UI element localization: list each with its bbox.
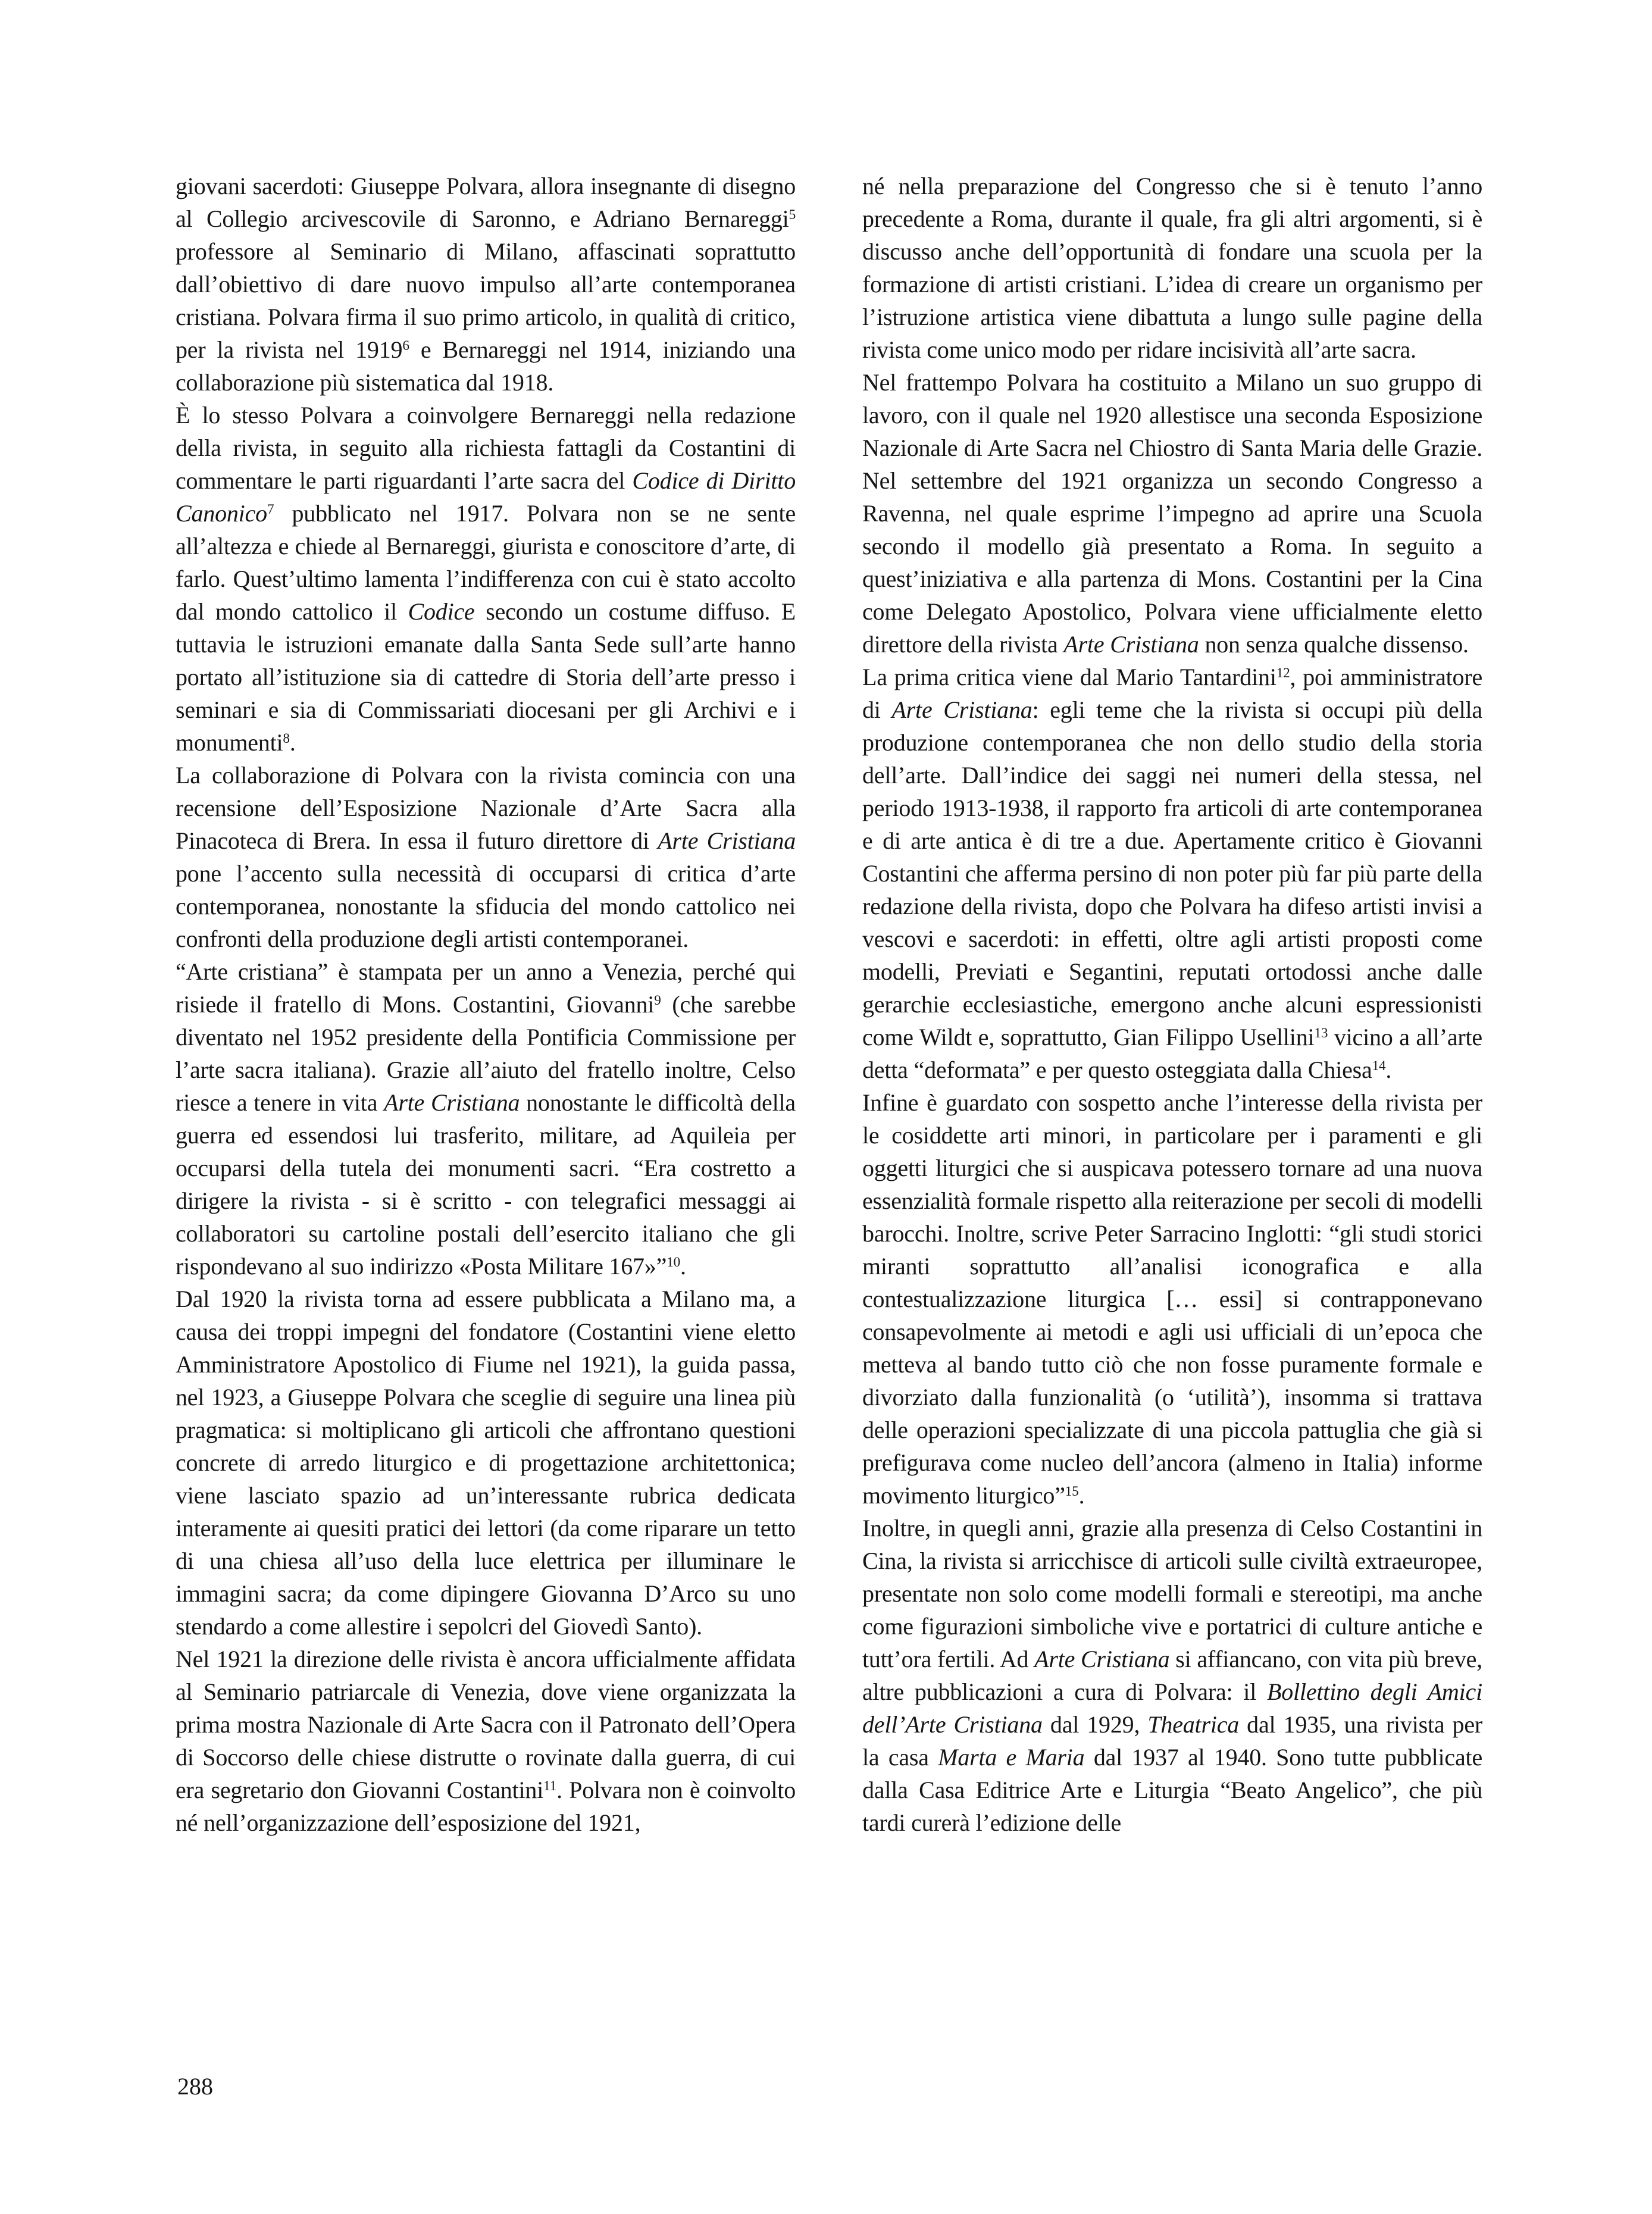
footnote-ref: 9 xyxy=(654,993,661,1009)
paragraph xyxy=(862,661,1482,1086)
column-left xyxy=(176,170,796,1839)
page-number: 288 xyxy=(177,2073,213,2100)
footnote-ref: 11 xyxy=(543,1778,557,1794)
text-run: secondo un costume diffuso. E tuttavia le istruzioni emanate dalla Santa Sede sull’arte hanno portato all’istituzione sia di cattedre di Storia dell’arte presso i seminari e sia di Commissariati diocesani per gli Archivi e i monumenti xyxy=(176,598,796,756)
text-run: . xyxy=(680,1253,686,1280)
footnote-ref: 14 xyxy=(1372,1058,1386,1074)
italic-text: Arte Cristiana xyxy=(384,1089,520,1116)
italic-text: Codice di Diritto Canonico xyxy=(176,467,796,527)
text-run: si affiancano, con vita più breve, altre pubblicazioni a cura di Polvara: il xyxy=(862,1646,1482,1705)
paragraph xyxy=(176,170,796,399)
text-run: Dal 1920 la rivista torna ad essere pubblicata a Milano ma, a causa dei troppi impegni del fondatore (Costantini viene eletto Amministratore Apostolico di Fiume nel 1921), la guida passa, nel 1923, a Giuseppe Polvara che sceglie di seguire una linea più pragmatica: si moltiplicano gli articoli che affrontano questioni concrete di arredo liturgico e di progettazione architettonica; viene lasciato spazio ad un’interessante rubrica dedicata interamente ai quesiti pratici dei lettori (da come riparare un tetto di una chiesa all’uso della luce elettrica per illuminare le immagini sacra; da come dipingere Giovanna D’Arco su uno stendardo a come allestire i sepolcri del Giovedì Santo). xyxy=(176,1286,796,1640)
text-run: , poi amministratore di xyxy=(862,664,1483,723)
text-run: . xyxy=(289,729,296,756)
paragraph xyxy=(176,1643,796,1839)
text-run: non senza qualche dissenso. xyxy=(1199,631,1469,658)
paragraph xyxy=(176,1283,796,1643)
footnote-ref: 6 xyxy=(402,338,409,354)
italic-text: Codice xyxy=(408,598,475,625)
italic-text: Marta e Maria xyxy=(938,1744,1085,1771)
text-run: : egli teme che la rivista si occupi più della produzione contemporanea che non dello studio della storia dell’arte. Dall’indice dei saggi nei numeri della stessa, nel periodo 1913-1938, il rapporto fra articoli di arte contemporanea e di arte antica è di tre a due. Apertamente critico è Giovanni Costantini che afferma persino di non poter più far più parte della redazione della rivista, dopo che Polvara ha difeso artisti invisi a vescovi e sacerdoti: in effetti, oltre agli artisti proposti come modelli, Previati e Segantini, reputati ortodossi anche dalle gerarchie ecclesiastiche, emergono anche alcuni espressionisti come Wildt e, soprattutto, Gian Filippo Usellini xyxy=(862,696,1482,1050)
footnote-ref: 13 xyxy=(1314,1025,1328,1042)
text-run: La prima critica viene dal Mario Tantardini xyxy=(862,664,1276,690)
text-run: . xyxy=(1385,1056,1392,1083)
paragraph xyxy=(176,955,796,1283)
italic-text: Bollettino degli Amici dell’Arte Cristiana xyxy=(862,1678,1483,1738)
text-run: nonostante le difficoltà della guerra ed essendosi lui trasferito, militare, ad Aquileia per occuparsi della tutela dei monumenti sacri. “Era costretto a dirigere la rivista - si è scritto - con telegrafici messaggi ai collaboratori su cartoline postali dell’esercito italiano che gli rispondevano al suo indirizzo «Posta Militare 167»” xyxy=(176,1089,796,1280)
text-run: pone l’accento sulla necessità di occuparsi di critica d’arte contemporanea, nonostante la sfiducia del mondo cattolico nei confronti della produzione degli artisti contemporanei. xyxy=(176,860,796,952)
paragraph xyxy=(176,759,796,955)
paragraph xyxy=(862,1086,1482,1512)
italic-text: Arte Cristiana xyxy=(891,696,1032,723)
text-run: . Polvara non è coinvolto né nell’organizzazione dell’esposizione del 1921, xyxy=(176,1777,796,1836)
footnote-ref: 5 xyxy=(789,207,796,223)
text-run: “Arte cristiana” è stampata per un anno a Venezia, perché qui risiede il fratello di Mons. Costantini, Giovanni xyxy=(176,958,796,1018)
text-run: Nel 1921 la direzione delle rivista è ancora ufficialmente affidata al Seminario patriarcale di Venezia, dove viene organizzata la prima mostra Nazionale di Arte Sacra con il Patronato dell’Opera di Soccorso delle chiese distrutte o rovinate dalla guerra, di cui era segretario don Giovanni Costantini xyxy=(176,1646,796,1803)
text-run: Infine è guardato con sospetto anche l’interesse della rivista per le cosiddette arti minori, in particolare per i paramenti e gli oggetti liturgici che si auspicava potessero tornare ad una nuova essenzialità formale rispetto alla reiterazione per secoli di modelli barocchi. Inoltre, scrive Peter Sarracino Inglotti: “gli studi storici miranti soprattutto all’analisi iconografica e alla contestualizzazione liturgica [… essi] si contrapponevano consapevolmente ai metodi e agli usi ufficiali di un’epoca che metteva al bando tutto ciò che non fosse puramente formale e divorziato dalla funzionalità (o ‘utilità’), insomma si trattava delle operazioni specializzate di una piccola pattuglia che già si prefigurava come nucleo dell’ancora (almeno in Italia) informe movimento liturgico” xyxy=(862,1089,1482,1509)
text-run: dal 1929, xyxy=(1042,1711,1148,1738)
text-run: né nella preparazione del Congresso che si è tenuto l’anno precedente a Roma, durante il quale, fra gli altri argomenti, si è discusso anche dell’opportunità di fondare una scuola per la formazione di artisti cristiani. L’idea di creare un organismo per l’istruzione artistica viene dibattuta a lungo sulle pagine della rivista come unico modo per ridare incisività all’arte sacra. xyxy=(862,173,1482,363)
paragraph xyxy=(862,366,1482,661)
text-columns xyxy=(176,170,1482,1839)
text-run: dal 1935, una rivista per la casa xyxy=(862,1711,1482,1771)
italic-text: Theatrica xyxy=(1147,1711,1240,1738)
footnote-ref: 7 xyxy=(267,502,274,518)
footnote-ref: 15 xyxy=(1065,1484,1079,1500)
footnote-ref: 12 xyxy=(1276,665,1290,681)
footnote-ref: 10 xyxy=(667,1255,680,1271)
text-run: giovani sacerdoti: Giuseppe Polvara, allora insegnante di disegno al Collegio arcivescovile di Saronno, e Adriano Bernareggi xyxy=(176,173,796,232)
text-run: vicino a all’arte detta “deformata” e per questo osteggiata dalla Chiesa xyxy=(862,1024,1482,1083)
italic-text: Arte Cristiana xyxy=(658,827,796,854)
text-run: La collaborazione di Polvara con la rivista comincia con una recensione dell’Esposizione Nazionale d’Arte Sacra alla Pinacoteca di Brera. In essa il futuro direttore di xyxy=(176,762,796,854)
text-run: Nel frattempo Polvara ha costituito a Milano un suo gruppo di lavoro, con il quale nel 1920 allestisce una seconda Esposizione Nazionale di Arte Sacra nel Chiostro di Santa Maria delle Grazie. Nel settembre del 1921 organizza un secondo Congresso a Ravenna, nel quale esprime l’impegno ad aprire una Scuola secondo il modello già presentato a Roma. In seguito a quest’iniziativa e alla partenza di Mons. Costantini per la Cina come Delegato Apostolico, Polvara viene ufficialmente eletto direttore della rivista xyxy=(862,369,1482,658)
italic-text: Arte Cristiana xyxy=(1063,631,1199,658)
text-run: . xyxy=(1078,1482,1085,1509)
column-right xyxy=(862,170,1482,1839)
text-run: È lo stesso Polvara a coinvolgere Bernareggi nella redazione della rivista, in seguito alla richiesta fattagli da Costantini di commentare le parti riguardanti l’arte sacra del xyxy=(176,402,796,494)
text-run: pubblicato nel 1917. Polvara non se ne sente all’altezza e chiede al Bernareggi, giurista e conoscitore d’arte, di farlo. Quest’ultimo lamenta l’indifferenza con cui è stato accolto dal mondo cattolico il xyxy=(176,500,796,625)
text-run: e Bernareggi nel 1914, iniziando una collaborazione più sistematica dal 1918. xyxy=(176,336,796,396)
text-run: professore al Seminario di Milano, affascinati soprattutto dall’obiettivo di dare nuovo impulso all’arte contemporanea cristiana. Polvara firma il suo primo articolo, in qualità di critico, per la rivista nel 1919 xyxy=(176,238,796,363)
paragraph xyxy=(176,399,796,759)
text-run: dal 1937 al 1940. Sono tutte pubblicate dalla Casa Editrice Arte e Liturgia “Beato Angelico”, che più tardi curerà l’edizione delle xyxy=(862,1744,1482,1836)
footnote-ref: 8 xyxy=(283,731,290,747)
italic-text: Arte Cristiana xyxy=(1034,1646,1170,1672)
text-run: Inoltre, in quegli anni, grazie alla presenza di Celso Costantini in Cina, la rivista si arricchisce di articoli sulle civiltà extraeuropee, presentate non solo come modelli formali e stereotipi, ma anche come figurazioni simboliche vive e portatrici di culture antiche e tutt’ora fertili. Ad xyxy=(862,1515,1482,1672)
paragraph xyxy=(862,170,1482,366)
paragraph xyxy=(862,1512,1482,1839)
text-run: (che sarebbe diventato nel 1952 presidente della Pontificia Commissione per l’arte sacra italiana). Grazie all’aiuto del fratello inoltre, Celso riesce a tenere in vita xyxy=(176,991,796,1116)
